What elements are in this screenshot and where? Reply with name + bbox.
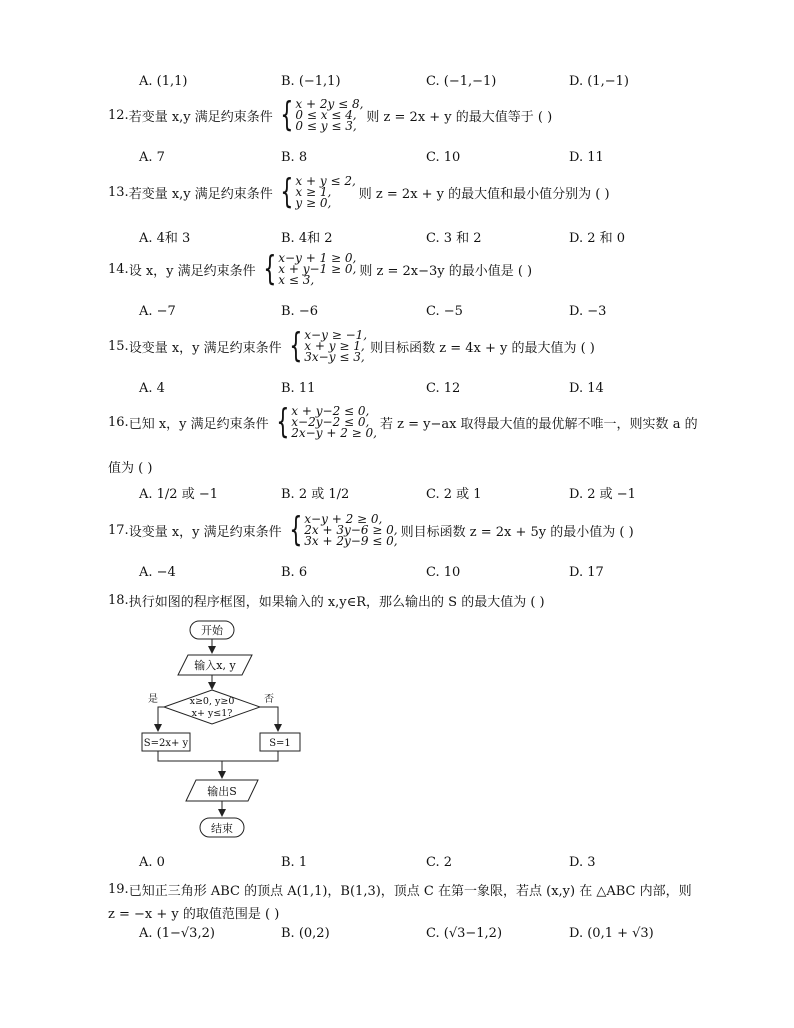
q11-options [139,74,734,92]
q17-option-a[interactable]: A. −4 [139,565,176,580]
q11-option-d[interactable]: D. (1,−1) [569,74,629,89]
q17-constraint-2: 2x + 3y−6 ≥ 0, [304,522,398,537]
q13-option-b[interactable]: B. 4和 2 [281,231,333,246]
q13-option-d[interactable]: D. 2 和 0 [569,231,626,246]
q17-number: 17. [108,522,129,538]
q17-post: 则目标函数 z = 2x + 5y 的最小值为 ( ) [400,524,634,540]
q16-option-b[interactable]: B. 2 或 1/2 [281,487,350,502]
q17-constraint-3: 3x + 2y−9 ≤ 0, [304,533,398,548]
q12-option-a[interactable]: A. 7 [139,150,165,165]
q13-constraint-3: y ≥ 0, [295,195,332,210]
q11-option-c[interactable]: C. (−1,−1) [426,74,497,89]
q12-number: 12. [108,107,129,123]
q16-constraints: { x + y−2 ≤ 0, x−2y−2 ≤ 0, 2x−y + 2 ≥ 0, [275,402,377,442]
q15-number: 15. [108,338,129,354]
q16-option-d[interactable]: D. 2 或 −1 [569,487,636,502]
q15-options [139,381,734,399]
q13-constraint-1: x + y ≤ 2, [295,173,356,188]
q16-constraint-3: 2x−y + 2 ≥ 0, [291,425,377,440]
flow-cond-line2: x+ y≤1? [191,708,233,719]
q16-stem-line2: 值为 ( ) [108,461,153,476]
q19-line1: 已知正三角形 ABC 的顶点 A(1,1)，B(1,3)，顶点 C 在第一象限，若点 (x,y) 在 △ABC 内部，则 [128,884,692,899]
q17-stem [108,510,724,550]
q16-post: 若 z = y−ax 取得最大值的最优解不唯一，则实数 a 的 [379,416,698,432]
q13-options [139,227,734,245]
flow-cond-line1: x≥0, y≥0 [189,696,235,707]
q18-number: 18. [108,593,129,608]
q15-constraint-1: x−y ≥ −1, [304,327,368,342]
q17-option-d[interactable]: D. 17 [569,565,604,580]
q17-constraints: { x−y + 2 ≥ 0, 2x + 3y−6 ≥ 0, 3x + 2y−9 ≤ 0, [288,510,398,550]
q15-constraint-2: x + y ≥ 1, [304,338,365,353]
q17-pre: 设变量 x，y 满足约束条件 [128,524,282,540]
flow-input-label: 输入x, y [194,659,236,672]
flow-assign-no-label: S=1 [269,738,291,749]
q15-constraint-3: 3x−y ≤ 3, [304,349,365,364]
q14-option-d[interactable]: D. −3 [569,304,607,319]
flow-assign-yes-label: S=2x+ y [143,738,189,749]
q16-constraint-1: x + y−2 ≤ 0, [291,403,370,418]
flow-no-label: 否 [264,694,274,705]
q18-options [139,855,734,873]
q13-number: 13. [108,184,129,200]
q16-option-a[interactable]: A. 1/2 或 −1 [139,487,219,502]
q14-post: 则 z = 2x−3y 的最小值是 ( ) [359,263,533,279]
q18-option-a[interactable]: A. 0 [139,855,165,870]
q16-constraint-2: x−2y−2 ≤ 0, [291,414,370,429]
q12-option-d[interactable]: D. 11 [569,150,604,165]
q19-number: 19. [108,882,129,897]
q17-option-c[interactable]: C. 10 [426,565,461,580]
flow-output-label: 输出S [207,785,237,798]
q14-number: 14. [108,261,129,277]
q14-constraint-3: x ≤ 3, [278,272,315,287]
q12-option-c[interactable]: C. 10 [426,150,461,165]
q17-option-b[interactable]: B. 6 [281,565,308,580]
q19-line2: z = −x + y 的取值范围是 ( ) [108,907,280,922]
flow-start-label: 开始 [201,624,223,637]
q17-constraint-1: x−y + 2 ≥ 0, [304,511,383,526]
q11-option-a[interactable]: A. (1,1) [139,74,188,89]
q12-pre: 若变量 x,y 满足约束条件 [128,109,273,125]
q15-constraints: { x−y ≥ −1, x + y ≥ 1, 3x−y ≤ 3, [288,326,368,366]
q16-stem [108,402,724,442]
q18-option-d[interactable]: D. 3 [569,855,596,870]
q19-stem [108,880,724,899]
q12-post: 则 z = 2x + y 的最大值等于 ( ) [366,109,553,125]
q18-stem [108,591,724,610]
q14-constraint-1: x−y + 1 ≥ 0, [278,250,357,265]
q17-options [139,565,734,583]
q12-option-b[interactable]: B. 8 [281,150,308,165]
q12-stem [108,95,724,135]
q16-option-c[interactable]: C. 2 或 1 [426,487,482,502]
q13-constraint-2: x ≥ 1, [295,184,332,199]
flow-end-label: 结束 [211,822,233,835]
q13-stem [108,172,724,212]
q13-constraints: { x + y ≤ 2, x ≥ 1, y ≥ 0, [280,172,356,212]
q14-option-c[interactable]: C. −5 [426,304,463,319]
q16-options [139,483,734,501]
q13-post: 则 z = 2x + y 的最大值和最小值分别为 ( ) [358,186,610,202]
q15-pre: 设变量 x，y 满足约束条件 [128,340,282,356]
q13-option-c[interactable]: C. 3 和 2 [426,231,482,246]
q15-option-d[interactable]: D. 14 [569,381,604,396]
q15-option-a[interactable]: A. 4 [139,381,165,396]
q14-options [139,304,734,322]
q18-text: 执行如图的程序框图，如果输入的 x,y∈R，那么输出的 S 的最大值为 ( ) [128,595,545,610]
q13-option-a[interactable]: A. 4和 3 [139,231,191,246]
q12-constraints: { x + 2y ≤ 8, 0 ≤ x ≤ 4, 0 ≤ y ≤ 3, [280,95,364,135]
q15-post: 则目标函数 z = 4x + y 的最大值为 ( ) [370,340,595,356]
q11-option-b[interactable]: B. (−1,1) [281,74,341,89]
q16-pre: 已知 x，y 满足约束条件 [128,416,269,432]
flow-yes-label: 是 [148,694,158,705]
q14-stem [108,249,724,289]
q14-pre: 设 x，y 满足约束条件 [128,263,256,279]
q19-option-b[interactable]: B. (0,2) [281,926,330,941]
q19-options [139,926,734,944]
q12-constraint-2: 0 ≤ x ≤ 4, [295,107,357,122]
q12-options [139,150,734,168]
q18-option-c[interactable]: C. 2 [426,855,453,870]
q14-option-b[interactable]: B. −6 [281,304,318,319]
q14-constraint-2: x + y−1 ≥ 0, [278,261,357,276]
q14-constraints: { x−y + 1 ≥ 0, x + y−1 ≥ 0, x ≤ 3, [262,249,357,289]
q18-flowchart [140,618,310,843]
q16-number: 16. [108,414,129,430]
q19-option-a[interactable]: A. (1−√3,2) [139,926,215,941]
q15-option-c[interactable]: C. 12 [426,381,461,396]
q15-stem [108,326,724,366]
q18-option-b[interactable]: B. 1 [281,855,308,870]
q15-option-b[interactable]: B. 11 [281,381,316,396]
q12-constraint-1: x + 2y ≤ 8, [295,96,364,111]
q14-option-a[interactable]: A. −7 [139,304,176,319]
q19-option-c[interactable]: C. (√3−1,2) [426,926,503,941]
q12-constraint-3: 0 ≤ y ≤ 3, [295,118,357,133]
q19-option-d[interactable]: D. (0,1 + √3) [569,926,654,941]
q13-pre: 若变量 x,y 满足约束条件 [128,186,273,202]
